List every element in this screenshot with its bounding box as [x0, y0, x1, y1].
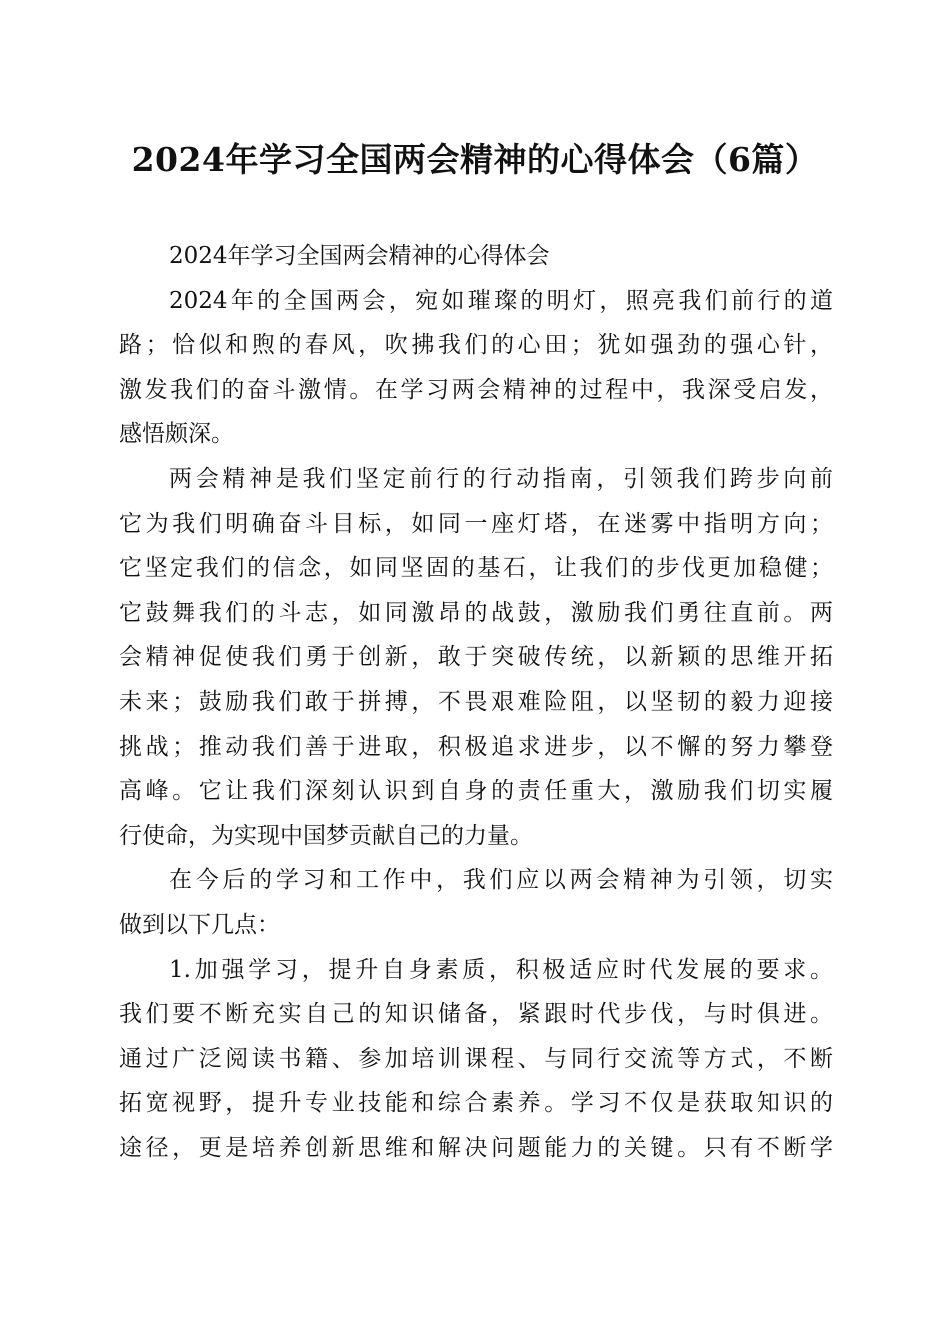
- paragraph-line: 高峰。它让我们深刻认识到自身的责任重大，激励我们切实履: [119, 778, 833, 805]
- paragraph-line: 两会精神是我们坚定前行的行动指南，引领我们跨步向前: [169, 465, 833, 492]
- paragraph-line: 我们要不断充实自己的知识储备，紧跟时代步伐，与时俱进。: [119, 1001, 833, 1028]
- paragraph-line: 它为我们明确奋斗目标，如同一座灯塔，在迷雾中指明方向；: [119, 510, 833, 537]
- paragraph-line: 在今后的学习和工作中，我们应以两会精神为引领，切实: [169, 867, 833, 894]
- paragraph-line: 会精神促使我们勇于创新，敢于突破传统，以新颖的思维开拓: [119, 644, 833, 671]
- paragraph-line: 1.加强学习，提升自身素质，积极适应时代发展的要求。: [169, 956, 833, 983]
- paragraph-line: 做到以下几点：: [119, 911, 280, 938]
- paragraph-line: 它坚定我们的信念，如同坚固的基石，让我们的步伐更加稳健；: [119, 555, 833, 582]
- paragraph-line: 通过广泛阅读书籍、参加培训课程、与同行交流等方式，不断: [119, 1045, 833, 1072]
- subtitle-line: 2024年学习全国两会精神的心得体会: [169, 243, 550, 269]
- paragraph-line: 未来；鼓励我们敢于拼搏，不畏艰难险阻，以坚韧的毅力迎接: [119, 688, 833, 715]
- paragraph-line: 激发我们的奋斗激情。在学习两会精神的过程中，我深受启发，: [119, 376, 833, 403]
- document-body: [119, 234, 833, 1170]
- paragraph-line: 2024年的全国两会，宛如璀璨的明灯，照亮我们前行的道: [169, 287, 833, 314]
- paragraph-line: 行使命，为实现中国梦贡献自己的力量。: [119, 822, 533, 849]
- paragraph-line: 感悟颇深。: [119, 421, 234, 448]
- paragraph-line: 拓宽视野，提升专业技能和综合素养。学习不仅是获取知识的: [119, 1090, 833, 1117]
- paragraph-line: 挑战；推动我们善于进取，积极追求进步，以不懈的努力攀登: [119, 733, 833, 760]
- document-title: 2024年学习全国两会精神的心得体会（6篇）: [131, 140, 819, 179]
- paragraph-line: 途径，更是培养创新思维和解决问题能力的关键。只有不断学: [119, 1134, 833, 1161]
- paragraph-line: 它鼓舞我们的斗志，如同激昂的战鼓，激励我们勇往直前。两: [119, 599, 833, 626]
- paragraph-line: 路；恰似和煦的春风，吹拂我们的心田；犹如强劲的强心针，: [119, 332, 833, 359]
